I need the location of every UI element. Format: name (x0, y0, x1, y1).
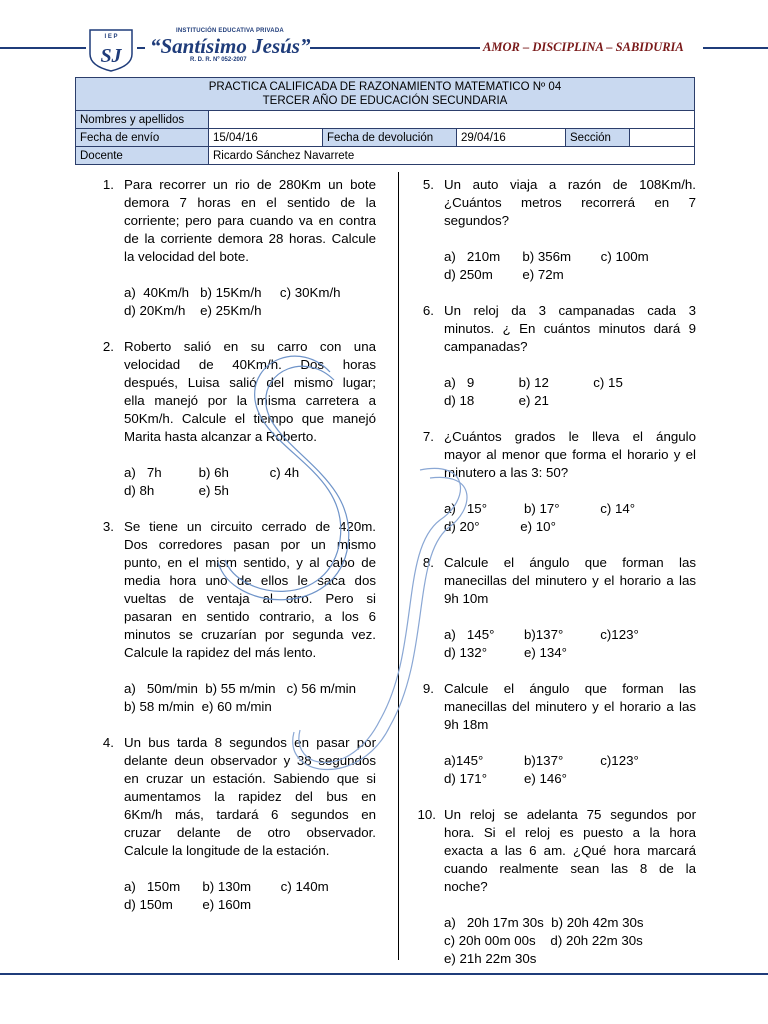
question-item (396, 680, 696, 788)
question-line: Un bus tarda 8 segundos en pasar por (124, 735, 376, 750)
question-number: 3. (102, 519, 114, 534)
question-item (396, 428, 696, 536)
question-item (76, 338, 376, 500)
names-label: Nombres y apellidos (76, 111, 209, 129)
answer-option-row: d) 20° e) 10° (444, 519, 556, 534)
question-line: Para recorrer un rio de 280Km un bote (124, 177, 376, 192)
answer-options (444, 752, 696, 788)
question-item (76, 734, 376, 914)
answer-option-row: a) 50m/min b) 55 m/min c) 56 m/min (124, 681, 357, 696)
question-line: minutos. ¿ En cuántos minutos dará 9 (444, 321, 696, 336)
answer-options (444, 248, 696, 284)
question-item (396, 302, 696, 410)
answer-options (124, 878, 376, 914)
header-dash (137, 47, 145, 49)
question-line: campanadas? (444, 339, 528, 354)
answer-options (124, 284, 376, 320)
question-line: cuando realmente sean las 8 de la (444, 861, 696, 876)
answer-option-row: a) 150m b) 130m c) 140m (124, 879, 329, 894)
answer-option-row: b) 58 m/min e) 60 m/min (124, 699, 272, 714)
question-item (76, 518, 376, 716)
question-item (76, 176, 376, 320)
footer-line (0, 973, 768, 975)
question-number: 2. (102, 339, 114, 354)
question-line: delante deun observador y 38 segundos (124, 753, 376, 768)
question-line: Calcule la rapidez del más lento. (124, 645, 317, 660)
answer-option-row: d) 150m e) 160m (124, 897, 252, 912)
exam-info-table (75, 77, 695, 165)
question-line: punto, en el mism sentido, y al cabo de (124, 555, 376, 570)
question-line: manecillas del minutero y el horario a las (444, 573, 696, 588)
question-number: 8. (422, 555, 434, 570)
answer-option-row: d) 20Km/h e) 25Km/h (124, 303, 262, 318)
question-line: cruzar delante de otro observador. (124, 825, 376, 840)
answer-option-row: a) 145° b)137° c)123° (444, 627, 639, 642)
question-line: de la corriente demora 28 horas. Calcule (124, 231, 376, 246)
answer-options (124, 680, 376, 716)
question-line: manecillas del minutero y el horario a las (444, 699, 696, 714)
question-text (444, 554, 696, 608)
question-line: corriente; pero para cuando va en contra (124, 213, 376, 228)
answer-option-row: a) 40Km/h b) 15Km/h c) 30Km/h (124, 285, 341, 300)
school-registration: R. D. R. Nº 052-2007 (190, 57, 247, 63)
question-line: ¿Cuántos grados le lleva el ángulo (444, 429, 696, 444)
return-date-label: Fecha de devolución (323, 129, 457, 147)
question-text (124, 518, 376, 662)
answer-option-row: a) 7h b) 6h c) 4h (124, 465, 300, 480)
question-line: Marita hasta alcanzar a Roberto. (124, 429, 317, 444)
answer-option-row: d) 8h e) 5h (124, 483, 229, 498)
question-item (396, 806, 696, 968)
question-number: 10. (417, 807, 436, 822)
answer-option-row: e) 21h 22m 30s (444, 951, 537, 966)
question-line: 50Km/h. Calcule el tiempo que manejó (124, 411, 376, 426)
answer-option-row: d) 18 e) 21 (444, 393, 549, 408)
answer-options (124, 464, 376, 500)
question-line: ¿Cuántos metros recorrerá en 7 (444, 195, 696, 210)
question-number: 9. (422, 681, 434, 696)
question-text (444, 302, 696, 356)
question-item (396, 554, 696, 662)
question-line: ella manejó por la misma carretera a (124, 393, 376, 408)
section-field[interactable] (630, 129, 695, 147)
school-motto: AMOR – DISCIPLINA – SABIDURIA (483, 40, 684, 54)
question-text (444, 806, 696, 896)
question-line: segundos? (444, 213, 510, 228)
exam-title-line1: PRACTICA CALIFICADA DE RAZONAMIENTO MATEMATICO Nº 04 (208, 81, 562, 93)
send-date-label: Fecha de envío (76, 129, 209, 147)
section-label: Sección (566, 129, 630, 147)
question-text (124, 176, 376, 266)
question-line: Se tiene un circuito cerrado de 420m. (124, 519, 376, 534)
exam-title-line2: TERCER AÑO DE EDUCACIÓN SECUNDARIA (262, 95, 508, 107)
teacher-value: Ricardo Sánchez Navarrete (209, 147, 695, 165)
question-line: noche? (444, 879, 488, 894)
question-line: demora 7 horas en el sentido de la (124, 195, 376, 210)
question-number: 6. (422, 303, 434, 318)
question-number: 5. (422, 177, 434, 192)
institution-label: INSTITUCIÓN EDUCATIVA PRIVADA (176, 28, 284, 34)
question-line: 6Km/h más, tardará 6 segundos en (124, 807, 376, 822)
answer-options (444, 626, 696, 662)
question-line: 9h 10m (444, 591, 489, 606)
answer-option-row: a)145° b)137° c)123° (444, 753, 639, 768)
question-text (124, 338, 376, 446)
answer-options (444, 374, 696, 410)
question-number: 1. (102, 177, 114, 192)
answer-option-row: a) 15° b) 17° c) 14° (444, 501, 636, 516)
teacher-label: Docente (76, 147, 209, 165)
answer-option-row: a) 9 b) 12 c) 15 (444, 375, 623, 390)
answer-option-row: d) 171° e) 146° (444, 771, 567, 786)
question-number: 4. (102, 735, 114, 750)
question-line: aumentamos la rapidez del bus en (124, 789, 376, 804)
question-number: 7. (422, 429, 434, 444)
school-shield-logo (86, 28, 136, 72)
question-line: Dos corredores pasan por un mismo (124, 537, 376, 552)
school-name: “Santísimo Jesús” (150, 34, 311, 58)
exam-title (76, 78, 695, 111)
question-line: hora. Si el reloj es puesto a la hora (444, 825, 696, 840)
question-line: Un reloj se adelanta 75 segundos por (444, 807, 696, 822)
question-line: media hora uno de ellos le saca dos (124, 573, 376, 588)
answer-option-row: d) 250m e) 72m (444, 267, 564, 282)
question-line: 9h 18m (444, 717, 489, 732)
question-text (444, 428, 696, 482)
questions-right-column (396, 176, 696, 968)
question-line: después, Luisa salió del mismo lugar; (124, 375, 376, 390)
question-line: pasaran en sentido contrario, a los 6 (124, 609, 376, 624)
question-item (396, 176, 696, 284)
questions-left-column (76, 176, 376, 914)
question-line: Calcule el ángulo que forman las (444, 555, 696, 570)
question-line: exacta a las 6 am. ¿Qué hora marcará (444, 843, 696, 858)
svg-text:SJ: SJ (100, 45, 122, 67)
answer-option-row: d) 132° e) 134° (444, 645, 567, 660)
header-line-right (310, 47, 480, 49)
answer-option-row: a) 20h 17m 30s b) 20h 42m 30s (444, 915, 644, 930)
question-line: la velocidad del bote. (124, 249, 249, 264)
question-line: Un auto viaja a razón de 108Km/h. (444, 177, 696, 192)
header-line-left (0, 47, 86, 49)
return-date-value: 29/04/16 (457, 129, 566, 147)
question-line: vueltas de ventaja al otro. Pero si (124, 591, 376, 606)
question-line: en cruzar un estación. Sabiendo que si (124, 771, 376, 786)
answer-options (444, 500, 696, 536)
names-field[interactable] (209, 111, 695, 129)
svg-text:I E P: I E P (104, 34, 118, 40)
question-text (444, 176, 696, 230)
question-text (124, 734, 376, 860)
question-line: mayor al menor que forma el horario y el (444, 447, 696, 462)
answer-option-row: c) 20h 00m 00s d) 20h 22m 30s (444, 933, 643, 948)
question-line: Calcule el ángulo que forman las (444, 681, 696, 696)
question-line: Roberto salió en su carro con una (124, 339, 376, 354)
question-text (444, 680, 696, 734)
header-line-far-right (703, 47, 768, 49)
question-line: Un reloj da 3 campanadas cada 3 (444, 303, 696, 318)
question-line: minutos se cruzarían por segunda vez. (124, 627, 376, 642)
answer-options (444, 914, 696, 968)
question-line: Calcule la longitude de la estación. (124, 843, 330, 858)
send-date-value: 15/04/16 (209, 129, 323, 147)
question-line: velocidad de 40Km/h. Dos horas (124, 357, 376, 372)
question-line: minutero a las 3: 50? (444, 465, 569, 480)
answer-option-row: a) 210m b) 356m c) 100m (444, 249, 649, 264)
